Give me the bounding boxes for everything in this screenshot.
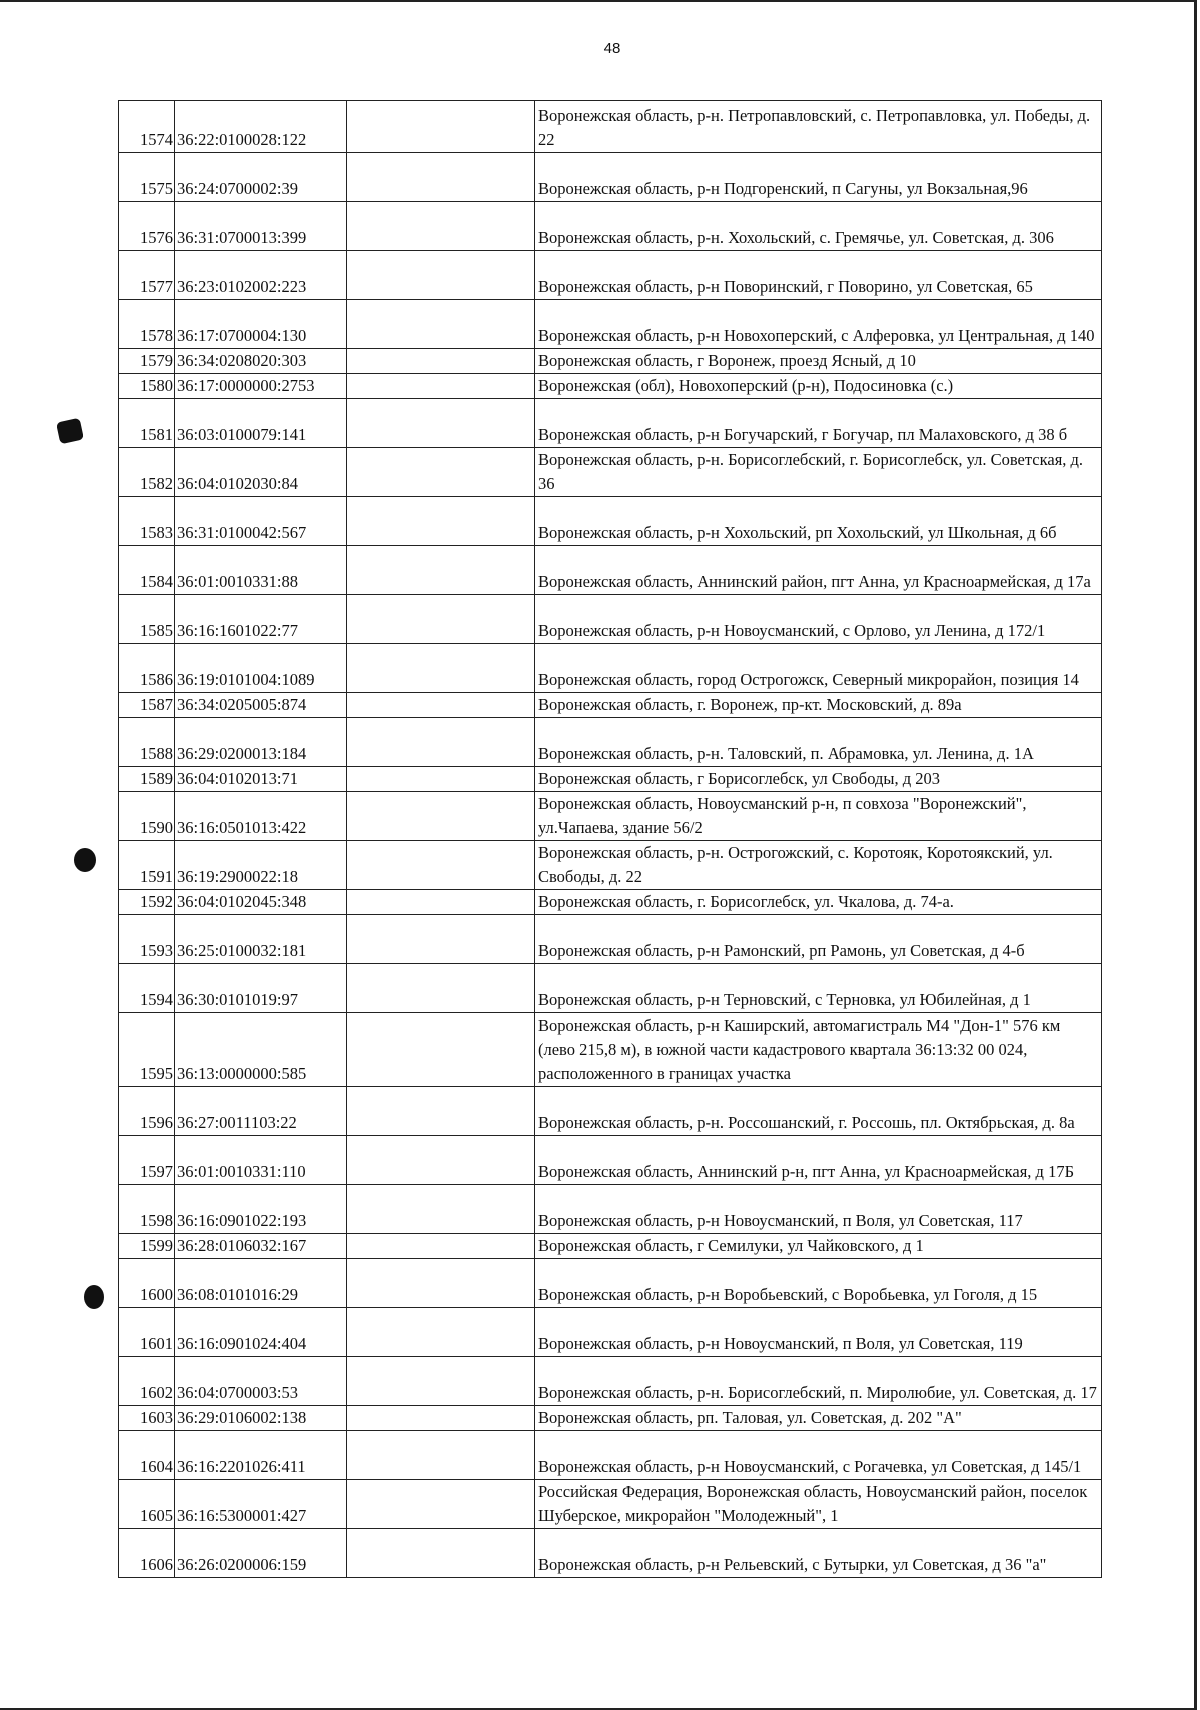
note-cell <box>347 497 535 546</box>
note-cell <box>347 644 535 693</box>
row-number: 1605 <box>119 1480 175 1529</box>
address: Воронежская область, р-н Богучарский, г Богучар, пл Малаховского, д 38 б <box>535 399 1102 448</box>
address: Воронежская область, г Борисоглебск, ул Свободы, д 203 <box>535 767 1102 792</box>
cadastral-number: 36:24:0700002:39 <box>175 153 347 202</box>
note-cell <box>347 1136 535 1185</box>
cadastral-number: 36:19:0101004:1089 <box>175 644 347 693</box>
cadastral-number: 36:13:0000000:585 <box>175 1013 347 1087</box>
address: Воронежская область, р-н Подгоренский, п Сагуны, ул Вокзальная,96 <box>535 153 1102 202</box>
table-row <box>119 300 1102 349</box>
cadastral-number: 36:16:2201026:411 <box>175 1431 347 1480</box>
address: Воронежская область, р-н. Хохольский, с. Гремячье, ул. Советская, д. 306 <box>535 202 1102 251</box>
row-number: 1597 <box>119 1136 175 1185</box>
address: Воронежская область, Аннинский район, пгт Анна, ул Красноармейская, д 17а <box>535 546 1102 595</box>
table-row <box>119 693 1102 718</box>
cadastral-number: 36:04:0102030:84 <box>175 448 347 497</box>
address: Воронежская область, р-н Хохольский, рп Хохольский, ул Школьная, д 6б <box>535 497 1102 546</box>
cadastral-number: 36:16:0501013:422 <box>175 792 347 841</box>
note-cell <box>347 595 535 644</box>
table-row <box>119 349 1102 374</box>
note-cell <box>347 374 535 399</box>
row-number: 1604 <box>119 1431 175 1480</box>
punch-hole-mark <box>84 1285 104 1309</box>
cadastral-number: 36:17:0000000:2753 <box>175 374 347 399</box>
row-number: 1598 <box>119 1185 175 1234</box>
address: Воронежская область, р-н Новоусманский, с Рогачевка, ул Советская, д 145/1 <box>535 1431 1102 1480</box>
row-number: 1583 <box>119 497 175 546</box>
note-cell <box>347 1259 535 1308</box>
note-cell <box>347 792 535 841</box>
table-row <box>119 1308 1102 1357</box>
row-number: 1579 <box>119 349 175 374</box>
note-cell <box>347 1185 535 1234</box>
row-number: 1602 <box>119 1357 175 1406</box>
table-row <box>119 1185 1102 1234</box>
address: Воронежская область, р-н. Россошанский, г. Россошь, пл. Октябрьская, д. 8а <box>535 1087 1102 1136</box>
row-number: 1587 <box>119 693 175 718</box>
row-number: 1606 <box>119 1529 175 1578</box>
table-row <box>119 1259 1102 1308</box>
table-row <box>119 718 1102 767</box>
address: Воронежская область, р-н Рельевский, с Бутырки, ул Советская, д 36 "а" <box>535 1529 1102 1578</box>
table-row <box>119 153 1102 202</box>
address: Воронежская область, г. Борисоглебск, ул. Чкалова, д. 74-а. <box>535 890 1102 915</box>
table-row <box>119 1136 1102 1185</box>
address: Воронежская область, р-н Новоусманский, с Орлово, ул Ленина, д 172/1 <box>535 595 1102 644</box>
table-row <box>119 595 1102 644</box>
cadastral-number: 36:26:0200006:159 <box>175 1529 347 1578</box>
note-cell <box>347 718 535 767</box>
address: Российская Федерация, Воронежская область, Новоусманский район, поселок Шуберское, микрорайон "Молодежный", 1 <box>535 1480 1102 1529</box>
note-cell <box>347 399 535 448</box>
address: Воронежская область, р-н Поворинский, г Поворино, ул Советская, 65 <box>535 251 1102 300</box>
cadastral-number: 36:08:0101016:29 <box>175 1259 347 1308</box>
registry-body <box>119 101 1102 1578</box>
cadastral-number: 36:28:0106032:167 <box>175 1234 347 1259</box>
address: Воронежская область, р-н Новоусманский, п Воля, ул Советская, 117 <box>535 1185 1102 1234</box>
note-cell <box>347 693 535 718</box>
table-row <box>119 1087 1102 1136</box>
row-number: 1582 <box>119 448 175 497</box>
address: Воронежская область, р-н Терновский, с Терновка, ул Юбилейная, д 1 <box>535 964 1102 1013</box>
address: Воронежская область, р-н Воробьевский, с Воробьевка, ул Гоголя, д 15 <box>535 1259 1102 1308</box>
cadastral-number: 36:01:0010331:110 <box>175 1136 347 1185</box>
address: Воронежская (обл), Новохоперский (р-н), Подосиновка (с.) <box>535 374 1102 399</box>
cadastral-number: 36:29:0106002:138 <box>175 1406 347 1431</box>
cadastral-number: 36:16:0901022:193 <box>175 1185 347 1234</box>
note-cell <box>347 1308 535 1357</box>
address: Воронежская область, р-н. Петропавловский, с. Петропавловка, ул. Победы, д. 22 <box>535 101 1102 153</box>
table-row <box>119 964 1102 1013</box>
note-cell <box>347 300 535 349</box>
cadastral-number: 36:34:0208020:303 <box>175 349 347 374</box>
row-number: 1591 <box>119 841 175 890</box>
row-number: 1581 <box>119 399 175 448</box>
row-number: 1599 <box>119 1234 175 1259</box>
note-cell <box>347 202 535 251</box>
note-cell <box>347 349 535 374</box>
address: Воронежская область, город Острогожск, Северный микрорайон, позиция 14 <box>535 644 1102 693</box>
note-cell <box>347 1406 535 1431</box>
table-row <box>119 1234 1102 1259</box>
cadastral-number: 36:01:0010331:88 <box>175 546 347 595</box>
address: Воронежская область, р-н. Острогожский, с. Коротояк, Коротоякский, ул. Свободы, д. 22 <box>535 841 1102 890</box>
punch-hole-mark <box>74 848 96 872</box>
note-cell <box>347 101 535 153</box>
note-cell <box>347 1529 535 1578</box>
address: Воронежская область, рп. Таловая, ул. Советская, д. 202 "А" <box>535 1406 1102 1431</box>
note-cell <box>347 251 535 300</box>
cadastral-number: 36:22:0100028:122 <box>175 101 347 153</box>
address: Воронежская область, р-н Каширский, автомагистраль М4 "Дон-1" 576 км (лево 215,8 м), в южной части кадастрового квартала 36:13:32 00 024, расположенного в границах участка <box>535 1013 1102 1087</box>
row-number: 1592 <box>119 890 175 915</box>
note-cell <box>347 890 535 915</box>
row-number: 1596 <box>119 1087 175 1136</box>
row-number: 1577 <box>119 251 175 300</box>
table-row <box>119 1431 1102 1480</box>
table-row <box>119 792 1102 841</box>
row-number: 1584 <box>119 546 175 595</box>
table-row <box>119 1529 1102 1578</box>
address: Воронежская область, р-н. Таловский, п. Абрамовка, ул. Ленина, д. 1А <box>535 718 1102 767</box>
table-row <box>119 251 1102 300</box>
address: Воронежская область, Аннинский р-н, пгт Анна, ул Красноармейская, д 17Б <box>535 1136 1102 1185</box>
address: Воронежская область, р-н Новоусманский, п Воля, ул Советская, 119 <box>535 1308 1102 1357</box>
note-cell <box>347 1013 535 1087</box>
table-row <box>119 1406 1102 1431</box>
cadastral-number: 36:30:0101019:97 <box>175 964 347 1013</box>
table-row <box>119 546 1102 595</box>
row-number: 1603 <box>119 1406 175 1431</box>
table-row <box>119 890 1102 915</box>
row-number: 1590 <box>119 792 175 841</box>
row-number: 1601 <box>119 1308 175 1357</box>
cadastral-number: 36:27:0011103:22 <box>175 1087 347 1136</box>
cadastral-number: 36:31:0700013:399 <box>175 202 347 251</box>
table-row <box>119 915 1102 964</box>
row-number: 1585 <box>119 595 175 644</box>
row-number: 1600 <box>119 1259 175 1308</box>
cadastral-number: 36:04:0102045:348 <box>175 890 347 915</box>
table-row <box>119 1013 1102 1087</box>
note-cell <box>347 1087 535 1136</box>
table-row <box>119 399 1102 448</box>
row-number: 1589 <box>119 767 175 792</box>
cadastral-number: 36:31:0100042:567 <box>175 497 347 546</box>
note-cell <box>347 1480 535 1529</box>
row-number: 1580 <box>119 374 175 399</box>
table-row <box>119 448 1102 497</box>
cadastral-number: 36:16:1601022:77 <box>175 595 347 644</box>
table-row <box>119 202 1102 251</box>
address: Воронежская область, р-н. Борисоглебский, г. Борисоглебск, ул. Советская, д. 36 <box>535 448 1102 497</box>
note-cell <box>347 1357 535 1406</box>
note-cell <box>347 153 535 202</box>
note-cell <box>347 1431 535 1480</box>
table-row <box>119 374 1102 399</box>
note-cell <box>347 964 535 1013</box>
note-cell <box>347 1234 535 1259</box>
cadastral-number: 36:19:2900022:18 <box>175 841 347 890</box>
table-row <box>119 101 1102 153</box>
address: Воронежская область, р-н Новохоперский, с Алферовка, ул Центральная, д 140 <box>535 300 1102 349</box>
note-cell <box>347 767 535 792</box>
cadastral-number: 36:34:0205005:874 <box>175 693 347 718</box>
note-cell <box>347 915 535 964</box>
note-cell <box>347 448 535 497</box>
table-row <box>119 1357 1102 1406</box>
row-number: 1575 <box>119 153 175 202</box>
registry-table <box>118 100 1102 1578</box>
row-number: 1586 <box>119 644 175 693</box>
row-number: 1576 <box>119 202 175 251</box>
page-number: 48 <box>603 40 621 57</box>
note-cell <box>347 841 535 890</box>
address: Воронежская область, г. Воронеж, пр-кт. Московский, д. 89а <box>535 693 1102 718</box>
table-row <box>119 841 1102 890</box>
row-number: 1574 <box>119 101 175 153</box>
cadastral-number: 36:16:5300001:427 <box>175 1480 347 1529</box>
address: Воронежская область, Новоусманский р-н, п совхоза "Воронежский", ул.Чапаева, здание 56/2 <box>535 792 1102 841</box>
cadastral-number: 36:29:0200013:184 <box>175 718 347 767</box>
row-number: 1588 <box>119 718 175 767</box>
address: Воронежская область, р-н Рамонский, рп Рамонь, ул Советская, д 4-б <box>535 915 1102 964</box>
address: Воронежская область, р-н. Борисоглебский, п. Миролюбие, ул. Советская, д. 17 <box>535 1357 1102 1406</box>
note-cell <box>347 546 535 595</box>
table-row <box>119 644 1102 693</box>
cadastral-number: 36:16:0901024:404 <box>175 1308 347 1357</box>
cadastral-number: 36:03:0100079:141 <box>175 399 347 448</box>
address: Воронежская область, г Семилуки, ул Чайковского, д 1 <box>535 1234 1102 1259</box>
cadastral-number: 36:04:0700003:53 <box>175 1357 347 1406</box>
cadastral-number: 36:23:0102002:223 <box>175 251 347 300</box>
row-number: 1578 <box>119 300 175 349</box>
cadastral-number: 36:17:0700004:130 <box>175 300 347 349</box>
table-row <box>119 1480 1102 1529</box>
cadastral-number: 36:04:0102013:71 <box>175 767 347 792</box>
row-number: 1595 <box>119 1013 175 1087</box>
table-row <box>119 767 1102 792</box>
address: Воронежская область, г Воронеж, проезд Ясный, д 10 <box>535 349 1102 374</box>
table-row <box>119 497 1102 546</box>
row-number: 1594 <box>119 964 175 1013</box>
cadastral-number: 36:25:0100032:181 <box>175 915 347 964</box>
row-number: 1593 <box>119 915 175 964</box>
